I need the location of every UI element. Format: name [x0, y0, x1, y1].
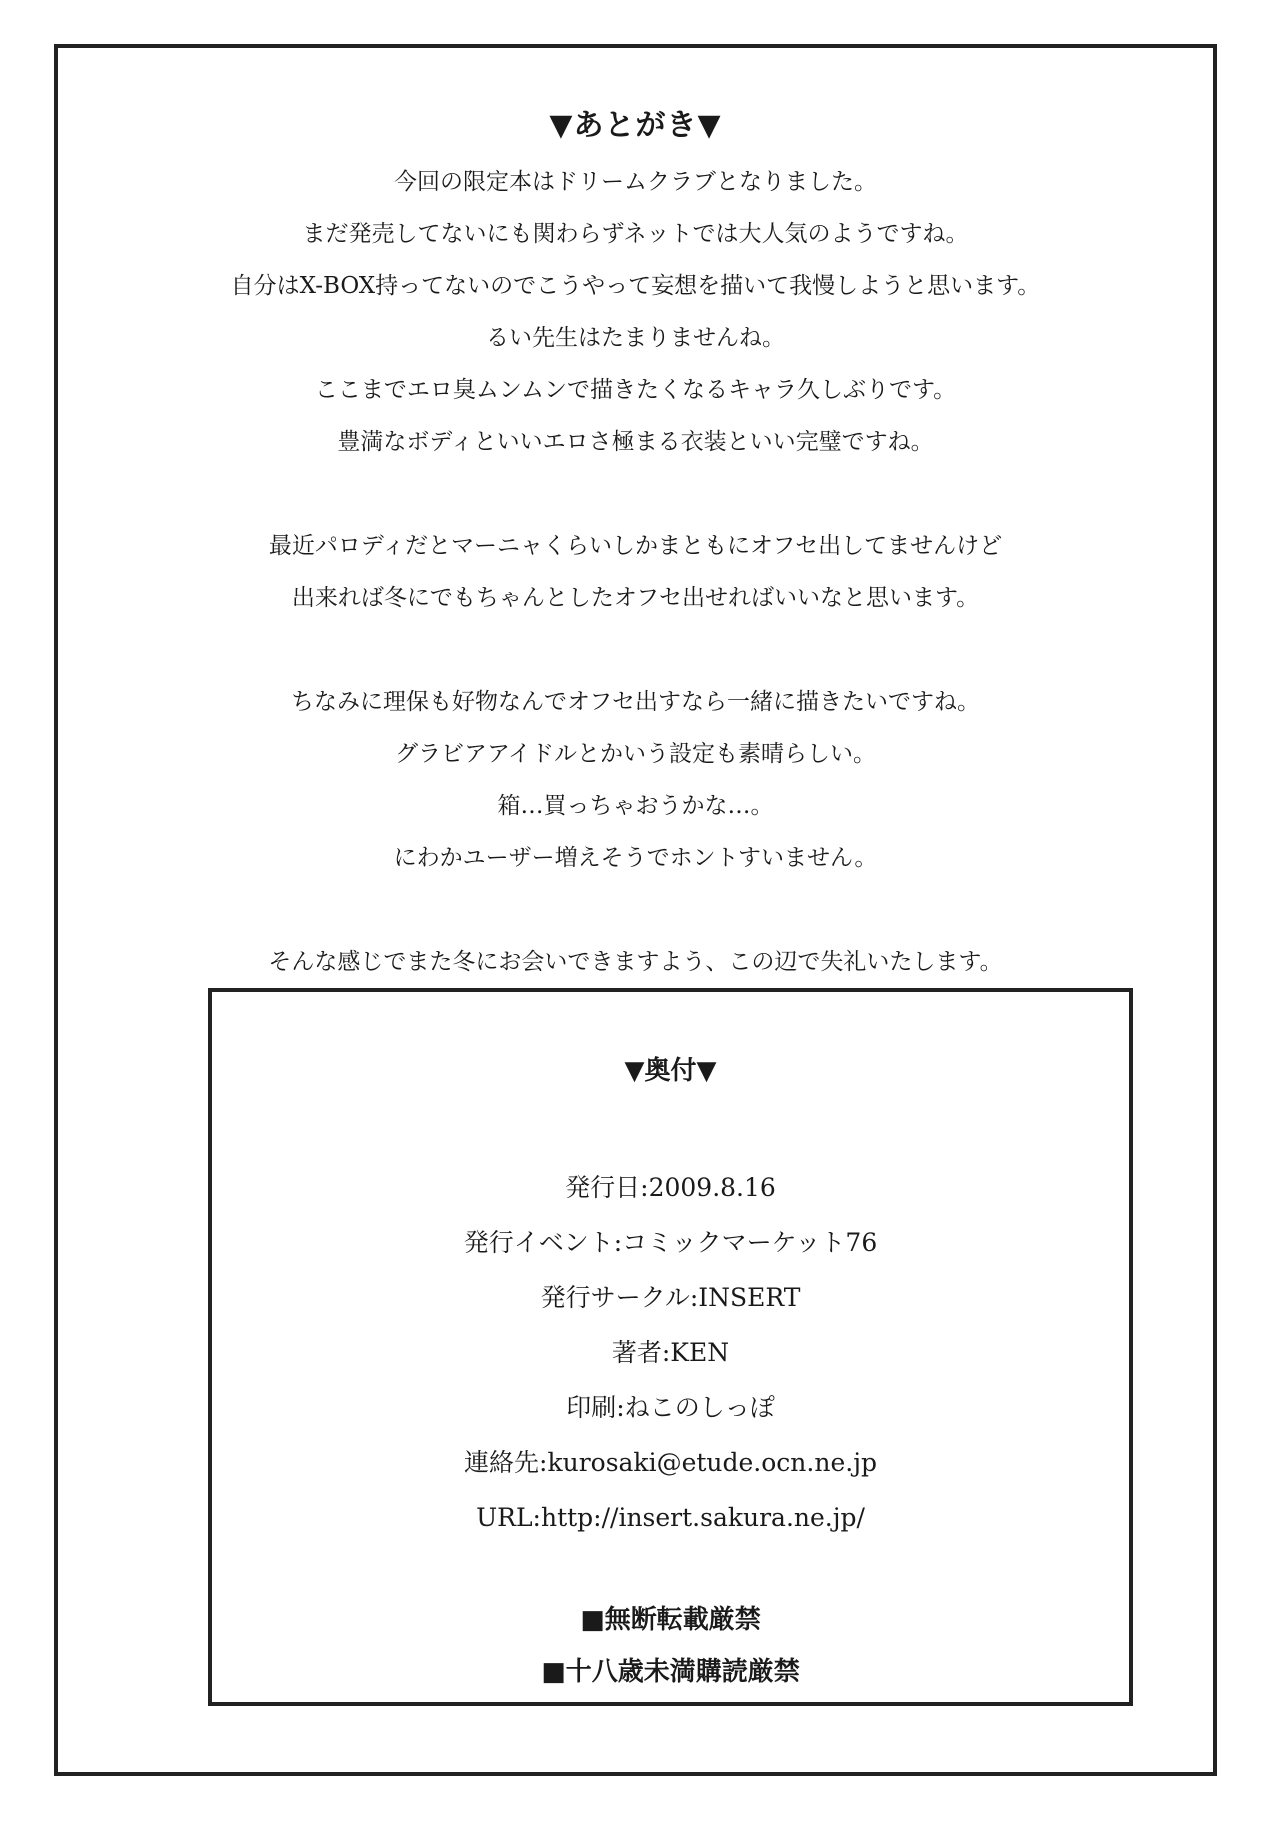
publish-date: 発行日:2009.8.16: [565, 1173, 776, 1202]
colophon-title: ▼奥付▼: [624, 1056, 717, 1086]
no-reproduction-notice: ■無断転載厳禁: [580, 1605, 761, 1635]
afterword-paragraph: [58, 520, 1213, 624]
age-restriction-notice: ■十八歳未満購読厳禁: [541, 1657, 800, 1687]
afterword-line: ちなみに理保も好物なんでオフセ出すなら一緒に描きたいですね。: [290, 689, 981, 715]
afterword-line: グラビアアイドルとかいう設定も素晴らしい。: [395, 741, 876, 767]
website-url: URL:http://insert.sakura.ne.jp/: [476, 1503, 865, 1532]
afterword-paragraph: [58, 676, 1213, 884]
afterword-line: 出来れば冬にでもちゃんとしたオフセ出せればいいなと思います。: [291, 585, 980, 611]
afterword-line: まだ発売してないにも関わらずネットでは大人気のようですね。: [302, 221, 969, 247]
publish-event: 発行イベント:コミックマーケット76: [463, 1228, 878, 1257]
afterword-line: ここまでエロ臭ムンムンで描きたくなるキャラ久しぶりです。: [314, 377, 957, 403]
printer: 印刷:ねこのしっぽ: [566, 1393, 775, 1422]
afterword-line: 自分はX-BOX持ってないのでこうやって妄想を描いて我慢しようと思います。: [230, 273, 1041, 299]
colophon-box: [208, 988, 1133, 1706]
afterword-paragraph: [58, 936, 1213, 988]
publishing-circle: 発行サークル:INSERT: [540, 1283, 801, 1312]
afterword-line: るい先生はたまりませんね。: [486, 325, 785, 351]
afterword-title: ▼あとがき▼: [549, 108, 722, 143]
afterword-line: 豊満なボディといいエロさ極まる衣装といい完璧ですね。: [337, 429, 934, 455]
paragraph-spacer: [58, 624, 1213, 676]
afterword-line: 箱…買っちゃおうかな…。: [497, 793, 774, 819]
colophon-details: [212, 1160, 1129, 1545]
afterword-line: 今回の限定本はドリームクラブとなりました。: [394, 169, 877, 195]
page-frame: [54, 44, 1217, 1776]
afterword-line: 最近パロディだとマーニャくらいしかまともにオフセ出してませんけど: [268, 533, 1003, 559]
author: 著者:KEN: [611, 1338, 730, 1367]
afterword-section: [58, 96, 1213, 988]
afterword-line: にわかユーザー増えそうでホントすいません。: [393, 845, 878, 871]
paragraph-spacer: [58, 884, 1213, 936]
colophon-notices: [212, 1594, 1129, 1698]
afterword-line: そんな感じでまた冬にお会いできますよう、この辺で失礼いたします。: [268, 949, 1003, 975]
paragraph-spacer: [58, 468, 1213, 520]
afterword-paragraph: [58, 156, 1213, 468]
contact-email: 連絡先:kurosaki@etude.ocn.ne.jp: [464, 1448, 877, 1477]
